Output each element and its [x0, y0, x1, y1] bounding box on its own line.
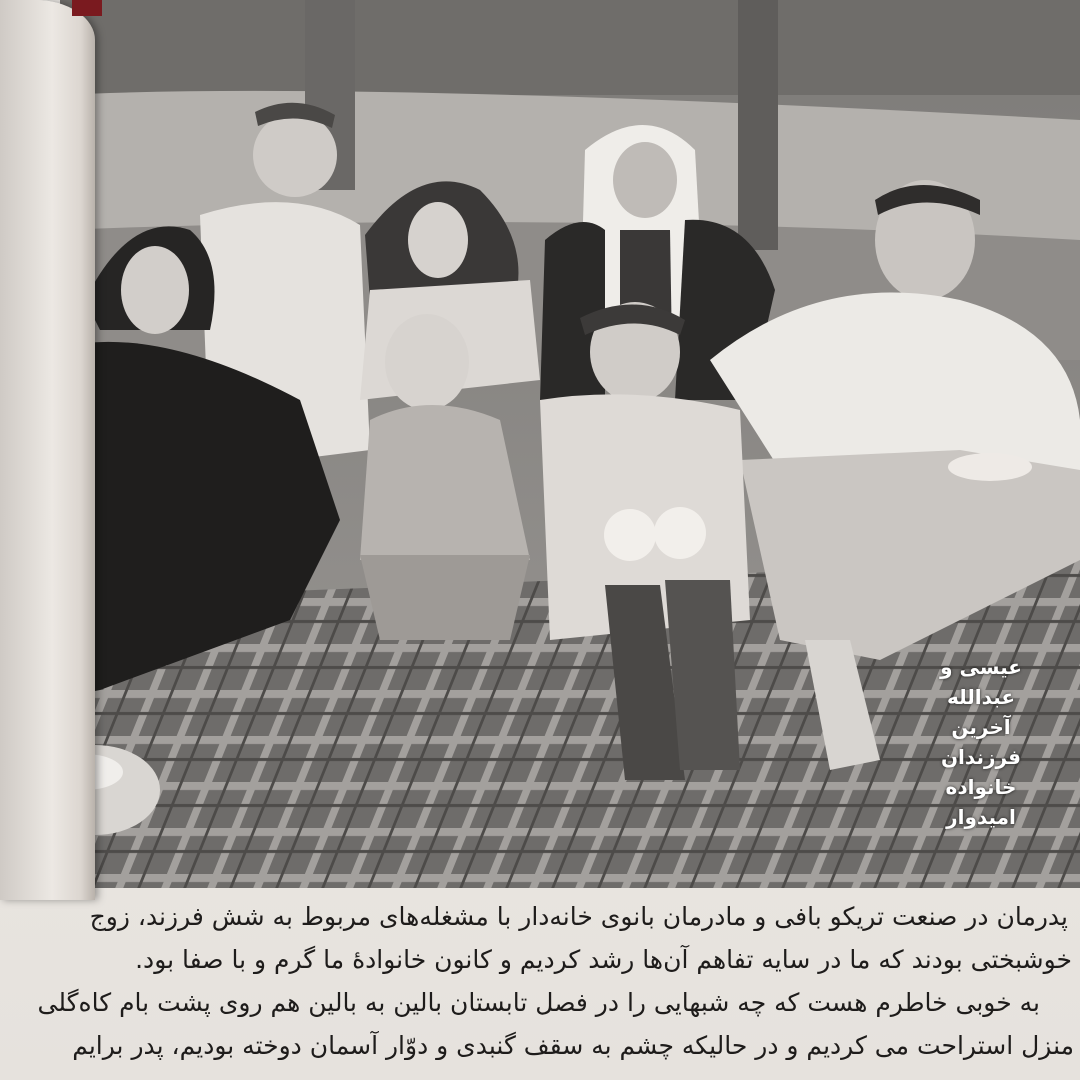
- text-line: پدرمان در صنعت تریکو بافی و مادرمان بانوی خانه‌دار با مشغله‌های مربوط به شش فرزند، زوج: [89, 902, 1068, 931]
- caption-line: عیسی و: [940, 655, 1022, 679]
- caption-line: امیدوار: [946, 805, 1016, 829]
- family-photo: [60, 0, 1080, 888]
- caption-line: عبدالله: [946, 685, 1016, 709]
- text-line: منزل استراحت می کردیم و در حالیکه چشم به سقف گنبدی و دوّار آسمان دوخته بودیم، پدر برایم: [72, 1031, 1074, 1060]
- caption-line: آخرین: [951, 715, 1011, 739]
- caption-line: فرزندان: [940, 745, 1022, 769]
- text-line: به خوبی خاطرم هست که چه شبهایی را در فصل تابستان بالین به بالین هم روی پشت بام کاه‌گلی: [37, 988, 1040, 1017]
- text-line: خوشبختی بودند که ما در سایه تفاهم آن‌ها رشد کردیم و کانون خانوادهٔ ما گرم و با صفا بود.: [135, 945, 1072, 974]
- photo-caption: [916, 652, 1046, 832]
- body-text: [0, 892, 1080, 1080]
- book-cover-edge: [72, 0, 102, 16]
- previous-page-edge: [0, 0, 95, 900]
- caption-line: خانواده: [945, 775, 1017, 799]
